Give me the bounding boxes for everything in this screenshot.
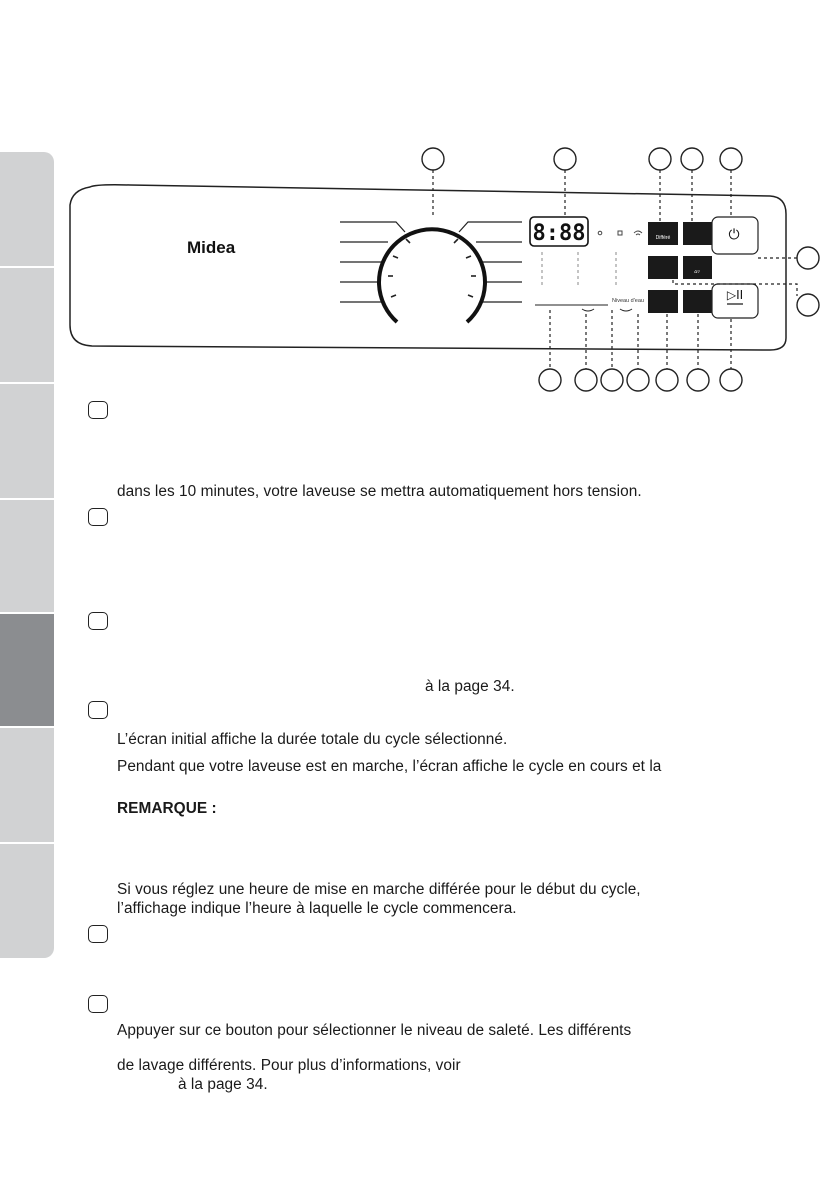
- button-mid-1[interactable]: [648, 256, 678, 279]
- section-badge-2: [88, 508, 108, 526]
- button-wifi-label: ⌂▿: [694, 269, 700, 275]
- page-ref-text: à la page 34.: [425, 678, 515, 695]
- section-badge-4: [88, 701, 108, 719]
- panel-outline: [70, 185, 786, 350]
- button-bottom-1[interactable]: [648, 290, 678, 313]
- button-top-2[interactable]: [683, 222, 712, 245]
- top-callouts: [422, 148, 819, 316]
- button-grid: [648, 217, 758, 318]
- callout-power: [720, 148, 742, 170]
- button-wifi[interactable]: [683, 256, 712, 279]
- lcd-digits: 8:88: [532, 221, 586, 246]
- lock-icon: [618, 231, 622, 235]
- side-tab-4[interactable]: [0, 500, 54, 612]
- bottom-leaders: [550, 310, 731, 369]
- side-tab-3[interactable]: [0, 384, 54, 498]
- section-badge-1: [88, 401, 108, 419]
- initial-screen-text: L’écran initial affiche la durée totale du cycle sélectionné.: [117, 731, 508, 748]
- note-heading: REMARQUE :: [117, 800, 217, 817]
- page-ref-text-2: à la page 34.: [178, 1076, 268, 1093]
- button-delay-label: Différé: [655, 235, 671, 241]
- cycle-dial: [379, 229, 485, 322]
- control-panel-diagram: [0, 0, 838, 400]
- soil-level-more-text: de lavage différents. Pour plus d’informations, voir: [117, 1057, 461, 1074]
- callout-dial: [422, 148, 444, 170]
- button-bottom-2[interactable]: [683, 290, 712, 313]
- section-badge-6: [88, 995, 108, 1013]
- auto-off-text: dans les 10 minutes, votre laveuse se mettra automatiquement hors tension.: [117, 483, 642, 500]
- side-tab-5-active[interactable]: [0, 614, 54, 726]
- dial-ticks: [388, 239, 476, 297]
- right-cycle-lines: [459, 222, 522, 302]
- delay-start-text: Si vous réglez une heure de mise en marche différée pour le début du cycle,: [117, 881, 641, 898]
- callout-right-2: [797, 294, 819, 316]
- water-level-label: Niveau d'eau: [612, 298, 644, 304]
- start-pause-icon: ▷II: [726, 288, 744, 302]
- bottom-callouts: [539, 369, 742, 391]
- wifi-icon: [634, 231, 642, 235]
- soil-level-text: Appuyer sur ce bouton pour sélectionner le niveau de saleté. Les différents: [117, 1022, 632, 1039]
- button-delay[interactable]: [648, 222, 678, 245]
- callout-button-2: [681, 148, 703, 170]
- side-tab-7[interactable]: [0, 844, 54, 958]
- midea-logo: Midea: [187, 238, 236, 257]
- display-dashes: [542, 252, 616, 286]
- section-badge-5: [88, 925, 108, 943]
- delay-display-text: l’affichage indique l’heure à laquelle le cycle commencera.: [117, 900, 517, 917]
- callout-delay: [649, 148, 671, 170]
- section-badge-3: [88, 612, 108, 630]
- top-leaders: [433, 170, 797, 296]
- callout-right-1: [797, 247, 819, 269]
- side-tab-6[interactable]: [0, 728, 54, 842]
- callout-display: [554, 148, 576, 170]
- running-screen-text: Pendant que votre laveuse est en marche, l’écran affiche le cycle en cours et la: [117, 758, 662, 775]
- left-cycle-lines: [340, 222, 405, 302]
- status-icon-1: [598, 231, 602, 235]
- power-icon: ⏻: [728, 227, 740, 243]
